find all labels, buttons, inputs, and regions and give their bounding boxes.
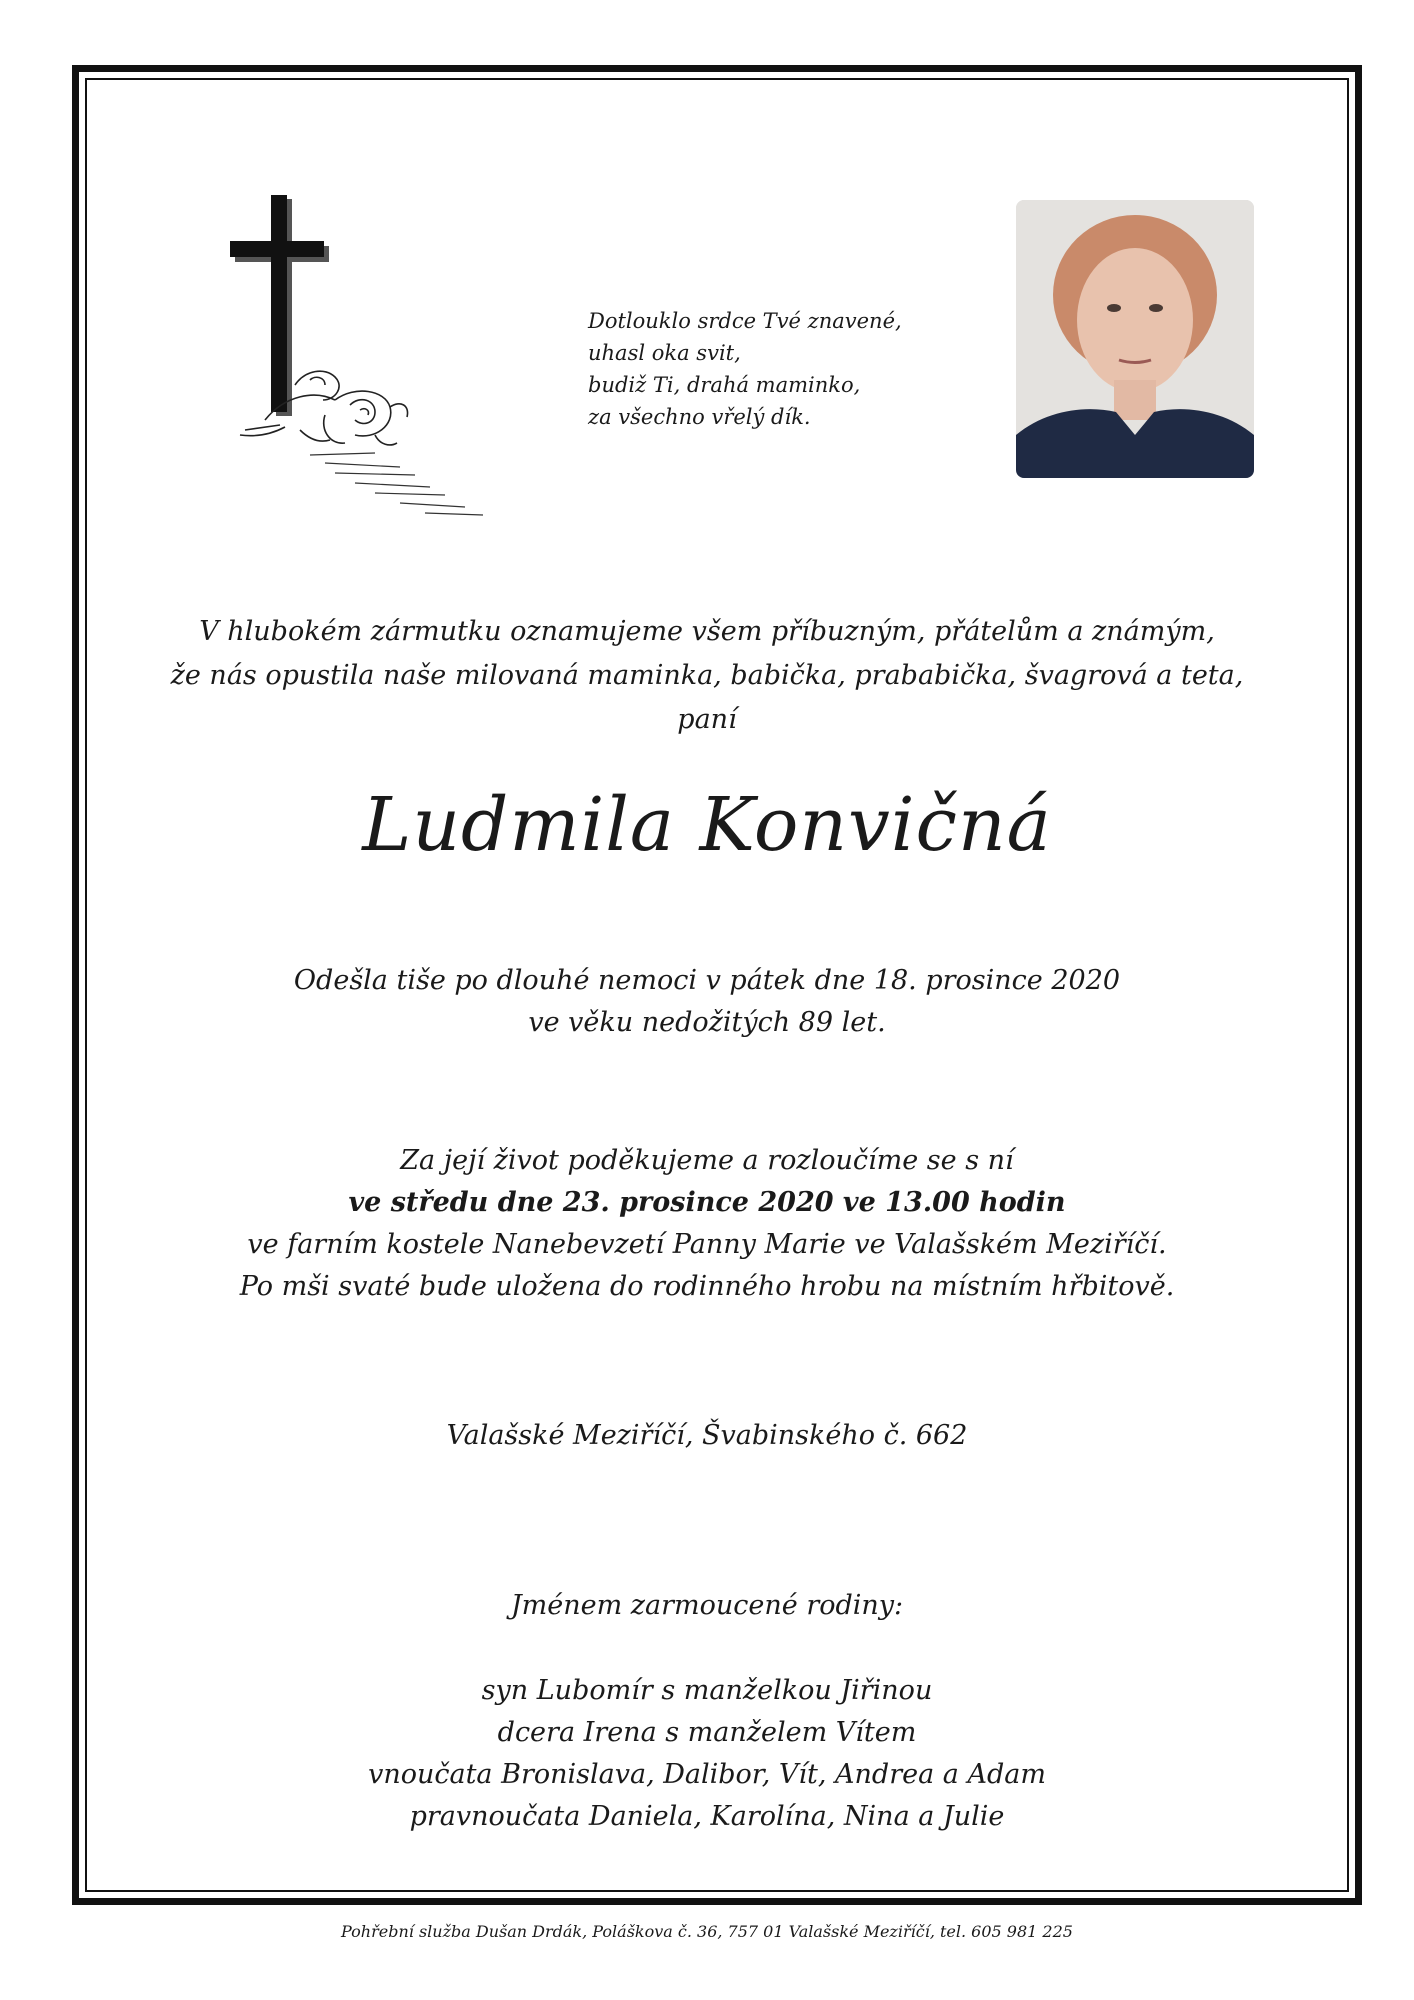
announcement-line: paní (677, 704, 737, 735)
family-member: syn Lubomír s manželkou Jiřinou (481, 1675, 933, 1706)
family-member: vnoučata Bronislava, Dalibor, Vít, Andrea a Adam (368, 1759, 1046, 1790)
ceremony-line: Po mši svaté bude uložena do rodinného hrobu na místním hřbitově. (239, 1271, 1175, 1302)
address: Valašské Meziříčí, Švabinského č. 662 (446, 1420, 968, 1451)
ceremony-line: Za její život poděkujeme a rozloučíme se s ní (400, 1145, 1014, 1176)
family-heading: Jménem zarmoucené rodiny: (510, 1590, 904, 1621)
death-info (0, 960, 1414, 1044)
announcement-line: V hlubokém zármutku oznamujeme všem příbuzným, přátelům a známým, (199, 616, 1215, 647)
ceremony-line: ve farním kostele Nanebevzetí Panny Marie ve Valašském Meziříčí. (247, 1229, 1167, 1260)
announcement (0, 610, 1414, 742)
ceremony-info (0, 1140, 1414, 1308)
poem-line: uhasl oka svit, (588, 341, 741, 365)
family-member: dcera Irena s manželem Vítem (497, 1717, 917, 1748)
family-member: pravnoučata Daniela, Karolína, Nina a Julie (409, 1801, 1005, 1832)
ceremony-date: ve středu dne 23. prosince 2020 ve 13.00 hodin (348, 1187, 1066, 1218)
death-info-line: Odešla tiše po dlouhé nemoci v pátek dne 18. prosince 2020 (293, 965, 1121, 996)
family-members (0, 1670, 1414, 1838)
poem-line: budiž Ti, drahá maminko, (588, 373, 861, 397)
poem (588, 305, 918, 433)
poem-line: za všechno vřelý dík. (588, 405, 811, 429)
announcement-line: že nás opustila naše milovaná maminka, babička, prababička, švagrová a teta, (170, 660, 1244, 691)
deceased-name: Ludmila Konvičná (362, 782, 1052, 868)
funeral-service-footer: Pohřební služba Dušan Drdák, Poláškova č. 36, 757 01 Valašské Meziříčí, tel. 605 981 225 (341, 1922, 1073, 1941)
poem-line: Dotlouklo srdce Tvé znavené, (588, 309, 902, 333)
cross-with-roses-icon (225, 195, 505, 525)
death-info-line: ve věku nedožitých 89 let. (528, 1007, 886, 1038)
portrait-photo (1016, 200, 1254, 478)
